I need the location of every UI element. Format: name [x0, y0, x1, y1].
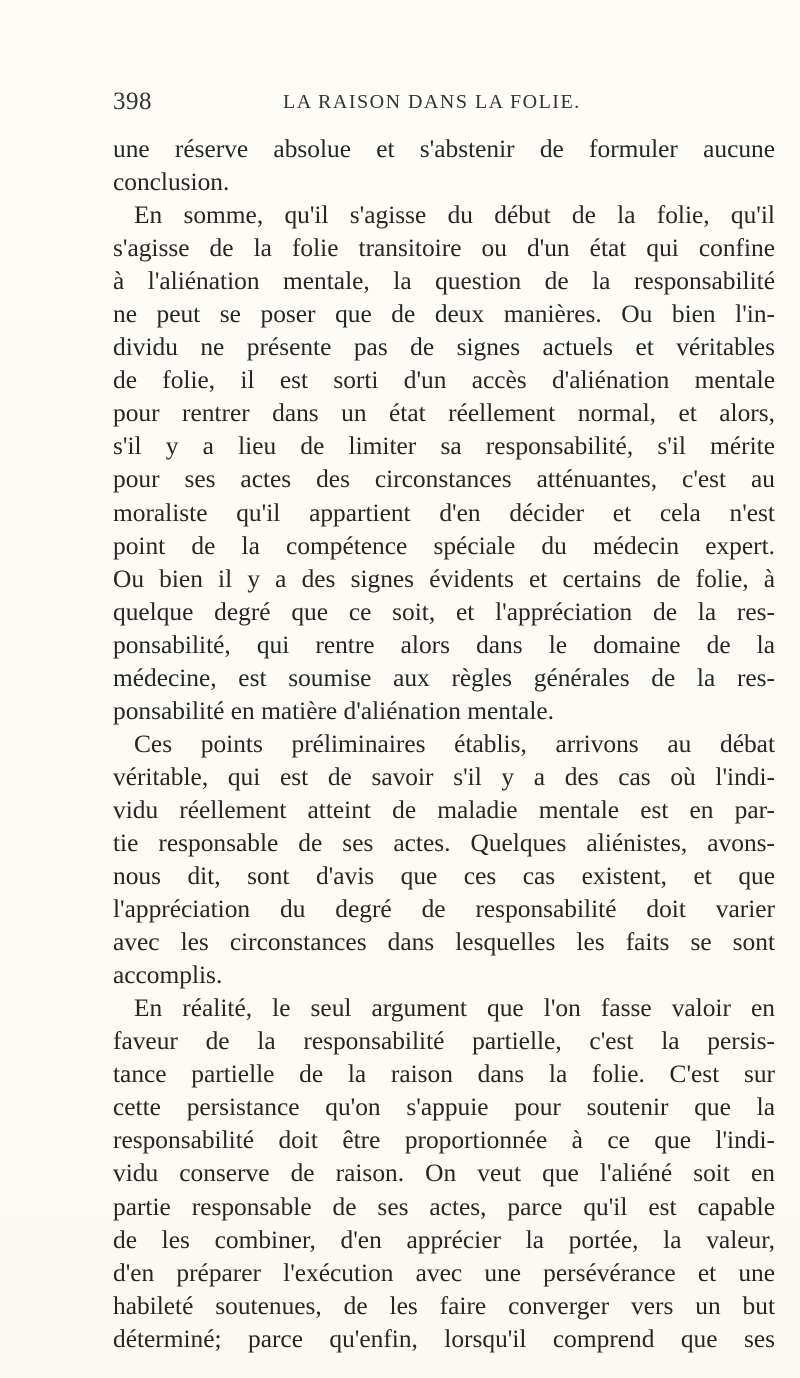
- text-line: faveur de la responsabilité partielle, c'est la persis-: [113, 1027, 775, 1056]
- page-number: 398: [113, 88, 152, 115]
- text-line: responsabilité doit être proportionnée à ce que l'indi-: [113, 1126, 775, 1155]
- text-line: moraliste qu'il appartient d'en décider et cela n'est: [113, 498, 775, 527]
- text-line: vidu réellement atteint de maladie mentale est en par-: [113, 795, 775, 824]
- text-line: habileté soutenues, de les faire converger vers un but: [113, 1291, 775, 1320]
- text-line: conclusion.: [113, 168, 230, 197]
- running-head: [113, 88, 773, 120]
- text-line: d'en préparer l'exécution avec une persévérance et une: [113, 1258, 775, 1287]
- text-line: Ces points préliminaires établis, arrivons au débat: [134, 729, 775, 758]
- text-line: déterminé; parce qu'enfin, lorsqu'il comprend que ses: [113, 1324, 775, 1353]
- text-line: ponsabilité en matière d'aliénation mentale.: [113, 696, 554, 725]
- text-line: tance partielle de la raison dans la folie. C'est sur: [113, 1060, 775, 1089]
- text-line: partie responsable de ses actes, parce qu'il est capable: [113, 1192, 775, 1221]
- text-line: une réserve absolue et s'abstenir de formuler aucune: [113, 135, 775, 163]
- text-line: accomplis.: [113, 961, 223, 990]
- text-line: ponsabilité, qui rentre alors dans le domaine de la: [113, 630, 775, 659]
- text-line: vidu conserve de raison. On veut que l'aliéné soit en: [113, 1159, 775, 1188]
- text-line: cette persistance qu'on s'appuie pour soutenir que la: [113, 1093, 775, 1122]
- text-line: médecine, est soumise aux règles générales de la res-: [113, 663, 775, 692]
- text-line: véritable, qui est de savoir s'il y a des cas où l'indi-: [113, 762, 775, 791]
- text-line: s'il y a lieu de limiter sa responsabilité, s'il mérite: [113, 432, 775, 461]
- text-line: à l'aliénation mentale, la question de la responsabilité: [113, 267, 775, 296]
- body-text: [113, 133, 775, 1356]
- text-line: point de la compétence spéciale du médecin expert.: [113, 531, 775, 560]
- running-title: LA RAISON DANS LA FOLIE.: [283, 91, 581, 113]
- text-line: pour ses actes des circonstances atténuantes, c'est au: [113, 465, 775, 494]
- text-line: nous dit, sont d'avis que ces cas existent, et que: [113, 862, 775, 891]
- text-line: dividu ne présente pas de signes actuels et véritables: [113, 333, 775, 362]
- text-line: avec les circonstances dans lesquelles les faits se sont: [113, 928, 775, 957]
- text-line: l'appréciation du degré de responsabilité doit varier: [113, 895, 775, 924]
- text-line: pour rentrer dans un état réellement normal, et alors,: [113, 399, 775, 428]
- text-line: En somme, qu'il s'agisse du début de la folie, qu'il: [134, 201, 775, 230]
- text-line: Ou bien il y a des signes évidents et certains de folie, à: [113, 564, 775, 593]
- text-line: En réalité, le seul argument que l'on fasse valoir en: [134, 994, 775, 1023]
- text-line: ne peut se poser que de deux manières. Ou bien l'in-: [113, 300, 775, 329]
- text-line: tie responsable de ses actes. Quelques aliénistes, avons-: [113, 828, 775, 857]
- text-line: quelque degré que ce soit, et l'appréciation de la res-: [113, 597, 775, 626]
- text-line: de folie, il est sorti d'un accès d'aliénation mentale: [113, 366, 775, 395]
- text-line: de les combiner, d'en apprécier la portée, la valeur,: [113, 1225, 775, 1254]
- text-line: s'agisse de la folie transitoire ou d'un état qui confine: [113, 234, 775, 263]
